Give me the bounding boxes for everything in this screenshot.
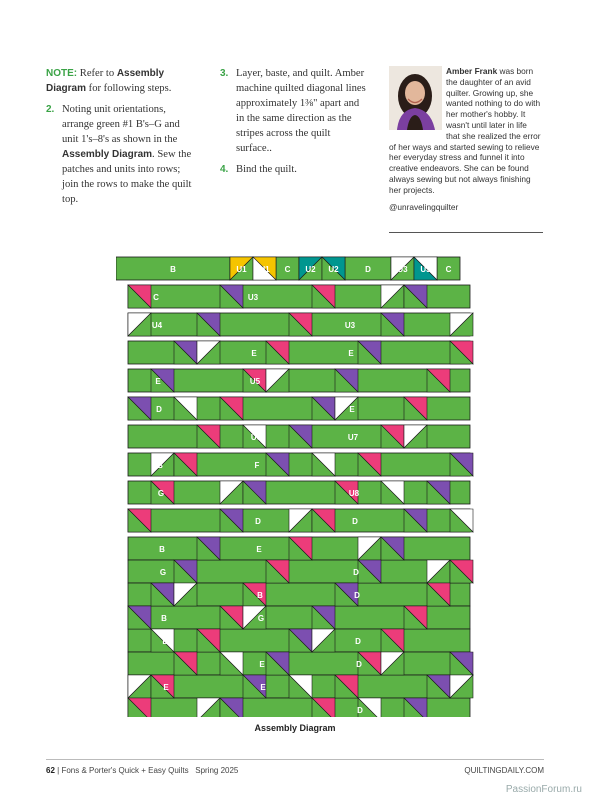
step-2-bold: Assembly Diagram [62,149,153,160]
step-4 [220,162,368,177]
left-column [46,66,196,207]
step-3-text: Layer, baste, and quilt. Amber machine quilted diagonal lines approximately 1⅜" apart and in the same direction as the stripes across the quilt surface.. [236,68,366,154]
label-row-1: C [153,293,159,302]
step-2-text-1: Noting unit orientations, arrange green #1 B's–G and unit 1's–8's as shown in the [62,104,180,145]
label-row-12: D [354,591,360,600]
label-row-15: D [356,660,362,669]
label-row-17: D [357,706,363,715]
label-row-1: U3 [247,293,259,302]
note-label: NOTE: [46,68,78,79]
step-2-text-2: . Sew the patches and units into rows; join the rows to make the quilt top. [62,149,192,205]
author-photo [389,66,442,130]
label-row-16: E [163,683,169,692]
label-top-4: U2 [305,265,316,274]
middle-column [220,66,368,177]
footer-left [46,766,238,775]
label-row-11: D [353,568,359,577]
page-number: 62 [46,766,55,775]
label-row-5: E [349,405,355,414]
label-row-13: B [161,614,167,623]
note-text-2: for following steps. [86,83,172,94]
row-4 [128,369,470,392]
footer-separator: | [54,766,62,775]
step-4-text: Bind the quilt. [236,164,297,175]
author-bio-text: was born the daughter of an avid quilter. Growing up, she wanted nothing to do with her mother's hobby. It wasn't until later in life that she realized the error of her ways and started sewing to relieve her everyday stress and funnel it into creative endeavors. She can be found always sewing but not always finishing her projects. [389,66,541,195]
label-row-16: E [260,683,266,692]
author-bio [389,66,543,212]
publication-name: Fons & Porter's Quick + Easy Quilts [61,766,189,775]
label-top-1: U1 [236,265,247,274]
assembly-diagram [116,255,476,722]
label-row-7: B [157,461,163,470]
label-row-7: F [254,461,260,470]
bio-divider [389,232,543,233]
label-row-13: G [257,614,265,623]
step-3-number: 3. [220,68,229,79]
label-top-9: C [445,265,452,274]
label-row-10: B [159,545,165,554]
step-2-text [62,102,196,207]
label-top-6: D [365,265,371,274]
label-row-5: D [156,405,162,414]
label-row-11: G [159,568,167,577]
label-row-8: U8 [348,489,360,498]
issue-date: Spring 2025 [195,766,239,775]
diagram-caption: Assembly Diagram [254,723,336,733]
label-row-3: E [251,349,257,358]
assembly-diagram-svg [116,255,476,717]
step-4-number: 4. [220,164,229,175]
label-row-8: G [157,489,165,498]
label-top-7: U3 [397,265,408,274]
label-row-4: E [155,377,161,386]
label-row-3: E [348,349,354,358]
row-8 [128,481,470,504]
label-row-14: E [162,637,168,646]
author-name: Amber Frank [446,66,498,76]
label-row-2: U3 [344,321,356,330]
label-top-8: U3 [420,265,431,274]
label-row-6: U6 [250,433,262,442]
step-2 [46,102,196,207]
note-text-1: Refer to [77,68,117,79]
author-handle: @unravelingquilter [389,201,459,212]
label-row-15: E [259,660,265,669]
label-top-3: C [284,265,291,274]
label-row-10: E [256,545,262,554]
label-top-2: U1 [259,265,270,274]
label-row-9: D [255,517,261,526]
label-row-14: D [355,637,361,646]
label-row-12: B [257,591,263,600]
step-2-number: 2. [46,104,55,115]
step-3 [220,66,368,156]
watermark: PassionForum.ru [505,784,582,795]
label-row-6: U7 [347,433,359,442]
site-url: QUILTINGDAILY.COM [464,766,544,775]
footer-divider [46,759,544,760]
label-top-b: B [170,265,176,274]
label-row-2: U4 [151,321,163,330]
author-portrait-icon [389,66,442,130]
note-bold: Assembly Diagram [46,68,165,94]
label-top-5: U2 [328,265,339,274]
label-row-9: D [352,517,358,526]
note-paragraph [46,66,196,96]
label-row-4: U5 [249,377,261,386]
